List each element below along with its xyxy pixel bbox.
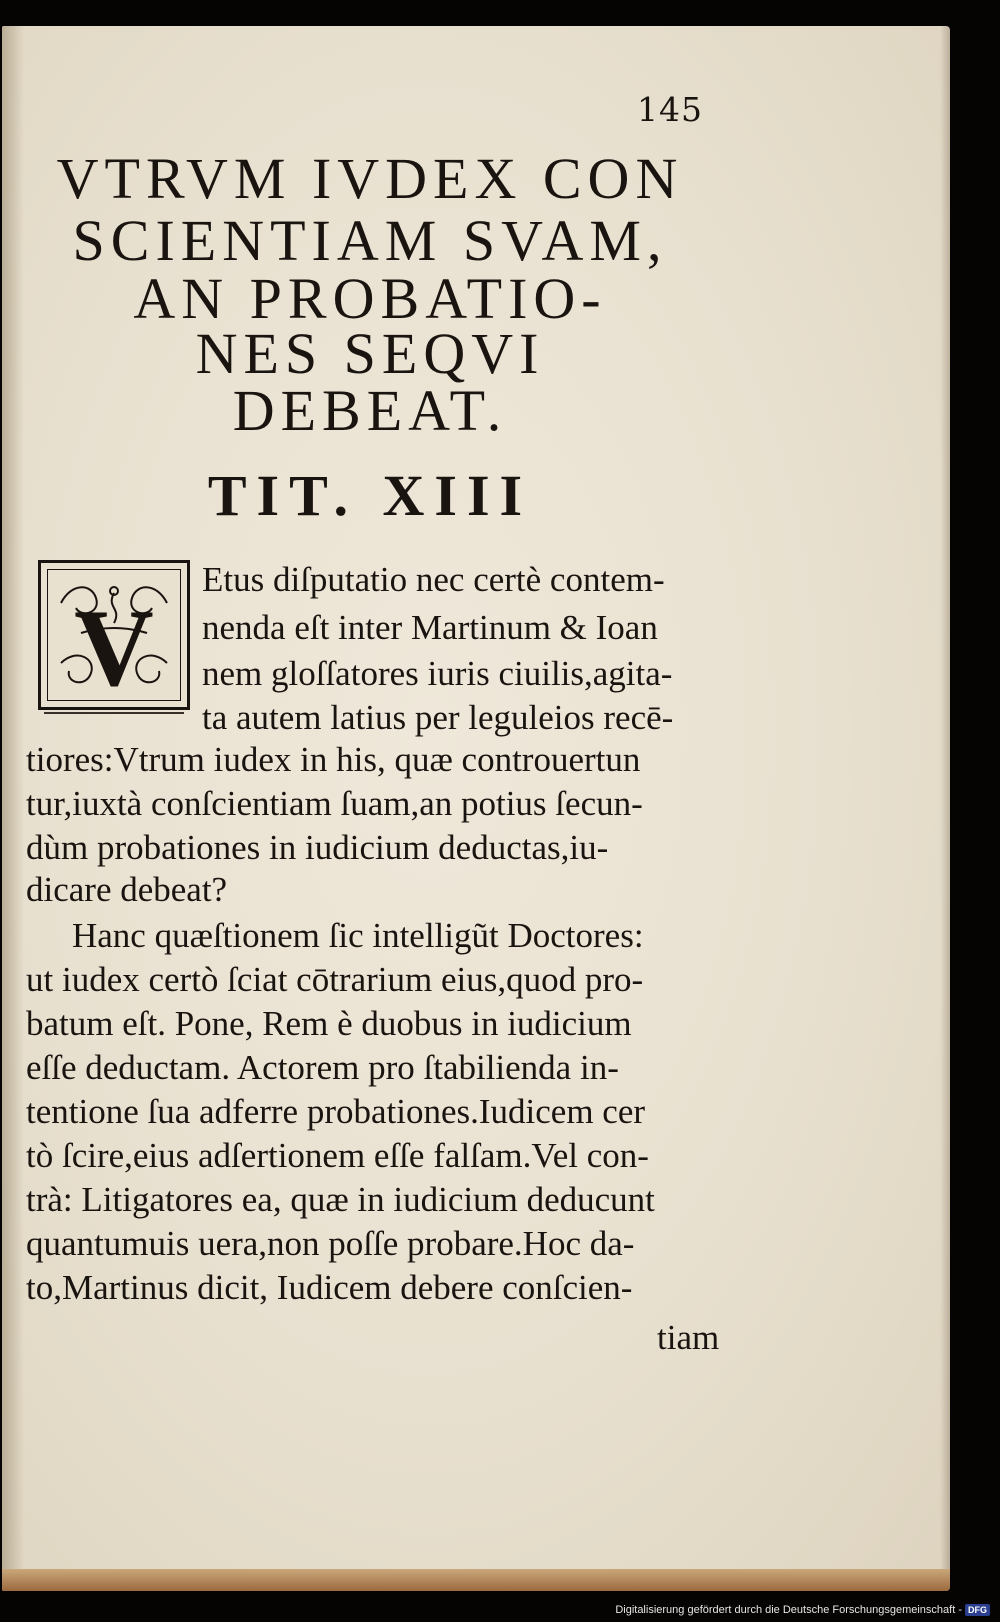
text-line: ut iudex certò ſciat cōtrarium eius,quod pro- <box>26 960 644 999</box>
drop-cap-ornament <box>38 560 190 710</box>
page-number: 145 <box>637 90 703 129</box>
title-line-1: VTRVM IVDEX CON <box>56 146 684 211</box>
title-line-5: DEBEAT. <box>232 378 508 443</box>
text-line: to,Martinus dicit, Iudicem debere conſcien- <box>26 1268 633 1307</box>
text-line: dicare debeat? <box>26 870 228 909</box>
text-line: dùm probationes in iudicium deductas,iu- <box>26 828 609 867</box>
text-line: ta autem latius per leguleios recē- <box>202 698 674 737</box>
section-number-heading: TIT. XIII <box>207 463 533 528</box>
text-line: eſſe deductam. Actorem pro ſtabilienda in- <box>26 1048 619 1087</box>
text-line: Hanc quæſtionem ſic intelligũt Doctores: <box>72 916 644 955</box>
text-line: quantumuis uera,non poſſe probare.Hoc da- <box>26 1224 635 1263</box>
page-edge-shadow <box>940 26 950 1591</box>
drop-cap-rule <box>44 712 184 714</box>
dfg-logo-icon: DFG <box>965 1604 990 1616</box>
text-line: tò ſcire,eius adſertionem eſſe falſam.Vel con- <box>26 1136 649 1175</box>
catchword: tiam <box>657 1318 720 1357</box>
text-line: tur,iuxtà conſcientiam ſuam,an potius ſecun- <box>26 784 643 823</box>
text-line: nenda eſt inter Martinum & Ioan <box>202 608 658 647</box>
drop-cap-letter: V <box>74 587 154 707</box>
text-line: tiores:Vtrum iudex in his, quæ controuertun <box>26 740 641 779</box>
text-line: Etus diſputatio nec certè contem- <box>202 560 665 599</box>
text-line: trà: Litigatores ea, quæ in iudicium deducunt <box>26 1180 655 1219</box>
text-line: nem gloſſatores iuris ciuilis,agita- <box>202 654 673 693</box>
digitization-credit <box>615 1604 990 1616</box>
title-line-2: SCIENTIAM SVAM, <box>72 208 668 273</box>
text-line: tentione ſua adferre probationes.Iudicem cer <box>26 1092 646 1131</box>
text-line: batum eſt. Pone, Rem è duobus in iudicium <box>26 1004 632 1043</box>
title-line-4: NES SEQVI <box>195 321 545 386</box>
title-line-3: AN PROBATIO- <box>133 266 607 331</box>
page-bottom-edge <box>2 1569 950 1591</box>
credit-text: Digitalisierung gefördert durch die Deutsche Forschungsgemeinschaft - <box>615 1604 962 1616</box>
drop-cap-flourish-icon <box>41 563 187 707</box>
